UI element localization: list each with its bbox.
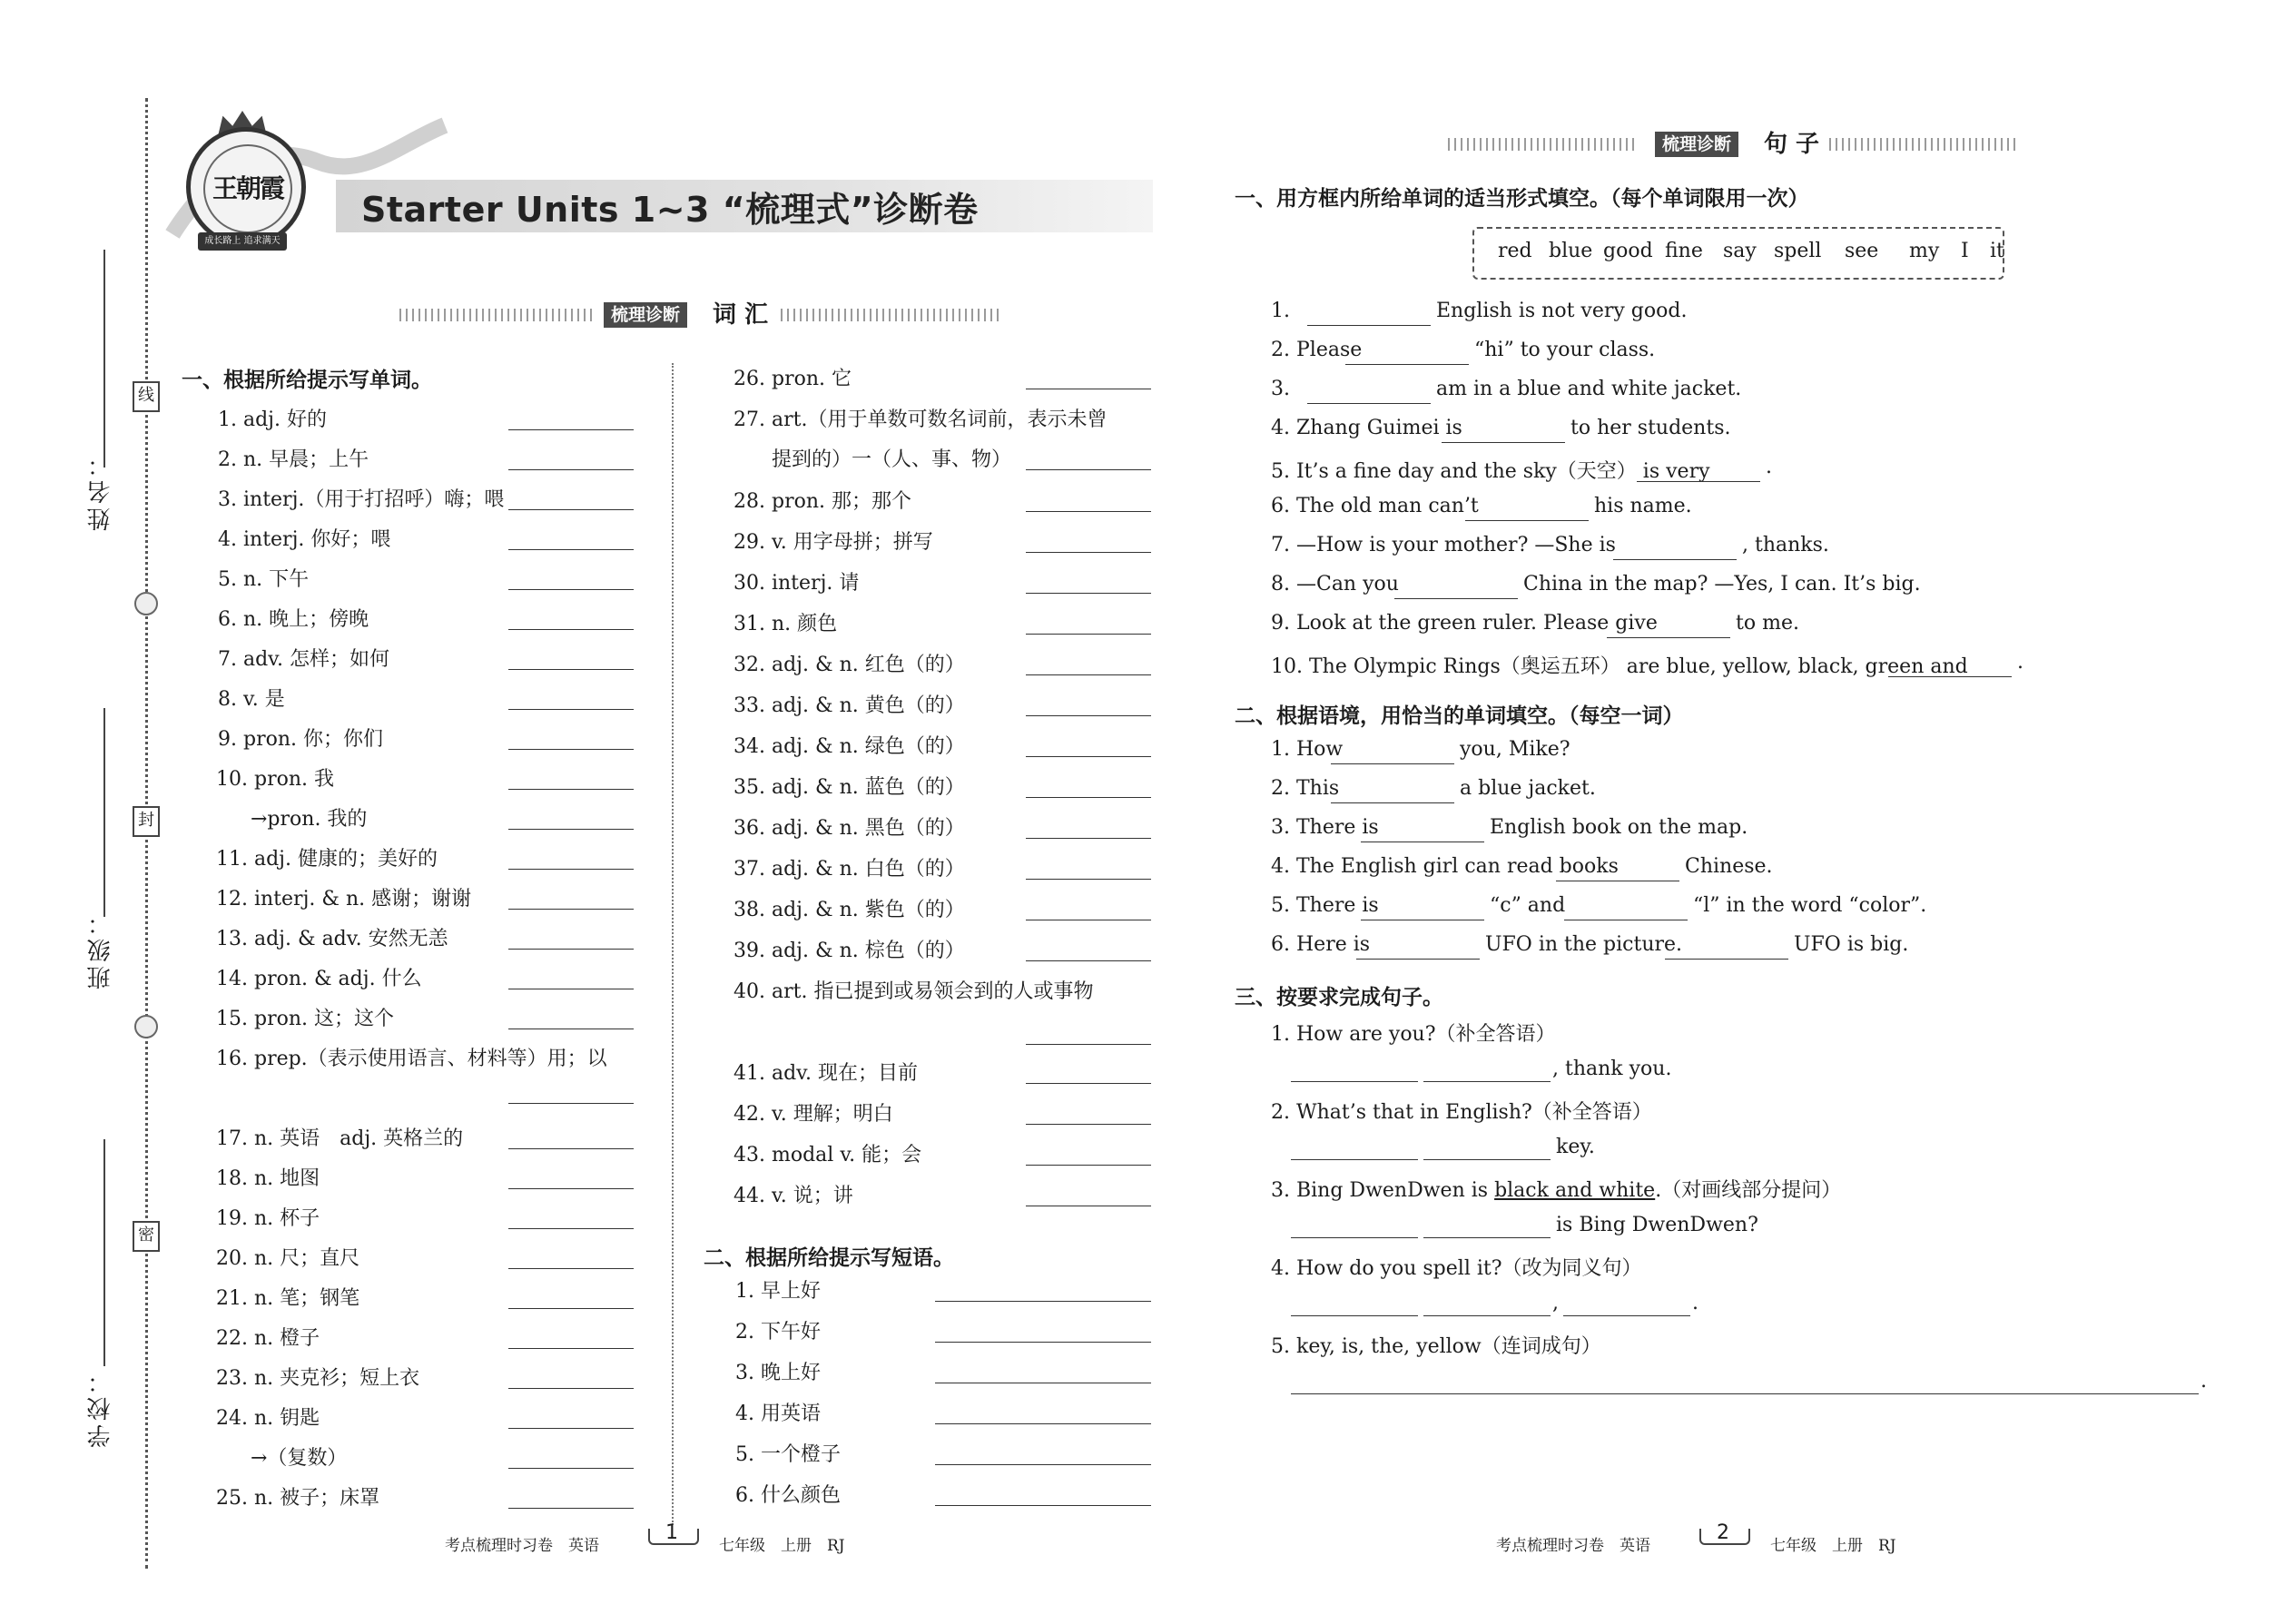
vocab-item: 38. adj. & n. 紫色（的） <box>733 899 965 921</box>
vocab-item: 23. n. 夹克衫；短上衣 <box>216 1367 420 1390</box>
word-bank-word: good <box>1603 240 1653 262</box>
question-text: 5. It’s a fine day and the sky（天空） is very <box>1271 460 1710 483</box>
section-name: 句 子 <box>1764 131 1820 158</box>
answer-blank[interactable] <box>1291 1237 1418 1238</box>
question-text: to her students. <box>1570 417 1731 439</box>
vocab-item: 41. adv. 现在；目前 <box>733 1062 918 1085</box>
answer-blank[interactable] <box>508 1148 634 1149</box>
phrase-item: 5. 一个橙子 <box>735 1443 841 1466</box>
answer-blank[interactable] <box>508 909 634 910</box>
question-text: China in the map? —Yes, I can. It’s big. <box>1523 573 1921 595</box>
question-text: 2. Please <box>1271 339 1363 361</box>
section-heading: 二、根据语境，用恰当的单词填空。（每空一词） <box>1235 704 1684 728</box>
question-text: Chinese. <box>1685 855 1773 878</box>
question-text: 7. —How is your mother? —She is <box>1271 534 1616 556</box>
vocab-item: 34. adj. & n. 绿色（的） <box>733 735 965 758</box>
answer-blank[interactable] <box>1607 637 1730 638</box>
vocab-item: 21. n. 笔；钢笔 <box>216 1287 360 1310</box>
vocab-item: 19. n. 杯子 <box>216 1207 320 1230</box>
question-text: English is not very good. <box>1436 300 1688 322</box>
footer-text: 七年级 上册 RJ <box>719 1537 845 1555</box>
vocab-item: 28. pron. 那；那个 <box>733 490 911 513</box>
answer-blank[interactable] <box>1026 715 1151 716</box>
seal-mark: 密 <box>133 1221 160 1252</box>
question-text: 10. The Olympic Rings（奥运五环） are blue, yellow, black, green and <box>1271 655 1968 678</box>
vocab-item: 4. interj. 你好；喂 <box>218 528 391 551</box>
answer-blank[interactable] <box>508 1428 634 1429</box>
section-heading: 二、根据所给提示写短语。 <box>704 1246 954 1270</box>
answer-blank[interactable] <box>1026 756 1151 757</box>
seal-icon <box>134 592 158 615</box>
answer-blank[interactable] <box>1563 1315 1690 1316</box>
answer-blank[interactable] <box>1613 559 1737 560</box>
answer-blank[interactable] <box>935 1342 1151 1343</box>
vocab-item: 27. art.（用于单数可数名词前，表示未曾 <box>733 408 1108 431</box>
answer-blank[interactable] <box>1394 598 1518 599</box>
question-tail: . <box>2200 1370 2207 1393</box>
question-text: 1. <box>1271 300 1290 322</box>
answer-blank[interactable] <box>935 1301 1151 1302</box>
vocab-item: 11. adj. 健康的；美好的 <box>216 848 438 871</box>
vocab-item: 24. n. 钥匙 <box>216 1407 320 1430</box>
answer-blank[interactable] <box>935 1423 1151 1424</box>
answer-blank[interactable] <box>508 509 634 510</box>
footer-text: 考点梳理时习卷 英语 <box>1496 1537 1650 1555</box>
vocab-item: 20. n. 尺；直尺 <box>216 1247 360 1270</box>
answer-blank[interactable] <box>1026 1165 1151 1166</box>
vocab-item: 2. n. 早晨；上午 <box>218 448 369 471</box>
vocab-item: 10. pron. 我 <box>216 768 334 791</box>
answer-blank[interactable] <box>1637 481 1760 482</box>
section-heading: 一、用方框内所给单词的适当形式填空。（每个单词限用一次） <box>1235 187 1809 211</box>
vocab-item: 30. interj. 请 <box>733 572 860 595</box>
answer-blank[interactable] <box>1356 959 1480 960</box>
answer-blank[interactable] <box>508 829 634 830</box>
question-tail: , <box>1552 1292 1559 1314</box>
answer-blank[interactable] <box>1026 634 1151 635</box>
answer-blank[interactable] <box>1026 674 1151 675</box>
vocab-item: 31. n. 颜色 <box>733 613 838 635</box>
logo-text: 王朝霞 <box>203 144 292 233</box>
question-text: UFO in the picture. <box>1485 933 1683 956</box>
answer-blank[interactable] <box>1026 838 1151 839</box>
section-name: 词 汇 <box>713 301 769 329</box>
answer-blank[interactable] <box>508 429 634 430</box>
vocab-item: 9. pron. 你；你们 <box>218 728 383 751</box>
answer-blank[interactable] <box>508 1103 634 1104</box>
answer-blank[interactable] <box>935 1505 1151 1506</box>
answer-blank[interactable] <box>508 709 634 710</box>
vocab-section-header <box>399 300 1017 330</box>
vocab-item: 12. interj. & n. 感谢；谢谢 <box>216 888 472 910</box>
vocab-item: 7. adv. 怎样；如何 <box>218 648 389 671</box>
question-text: his name. <box>1594 495 1692 517</box>
sentence-section-header <box>1448 129 2029 160</box>
answer-blank[interactable] <box>508 789 634 790</box>
answer-blank[interactable] <box>1331 763 1454 764</box>
question-text: you, Mike? <box>1460 738 1570 761</box>
word-bank-box <box>1472 227 2004 280</box>
seal-icon <box>134 1015 158 1038</box>
question-text: 3. Bing DwenDwen is <box>1271 1179 1495 1202</box>
vocab-item: 26. pron. 它 <box>733 368 852 390</box>
vocab-item: 18. n. 地图 <box>216 1167 320 1190</box>
question-text: to me. <box>1736 612 1799 635</box>
vocab-item: 37. adj. & n. 白色（的） <box>733 858 965 881</box>
answer-blank[interactable] <box>1423 1315 1551 1316</box>
question-text: 3. <box>1271 378 1290 400</box>
answer-blank[interactable] <box>508 1508 634 1509</box>
vocab-item: 32. adj. & n. 红色（的） <box>733 654 965 676</box>
answer-blank[interactable] <box>508 589 634 590</box>
question-text: 1. How <box>1271 738 1344 761</box>
question-text: .（对画线部分提问） <box>1655 1179 1842 1202</box>
question-text: UFO is big. <box>1794 933 1909 956</box>
question-text: 4. Zhang Guimei is <box>1271 417 1462 439</box>
question-text: 9. Look at the green ruler. Please give <box>1271 612 1658 635</box>
vocab-item: →（复数） <box>251 1447 348 1470</box>
question-text: 4. The English girl can read books <box>1271 855 1619 878</box>
vocab-item: 43. modal v. 能；会 <box>733 1144 922 1166</box>
answer-blank[interactable] <box>508 749 634 750</box>
answer-blank[interactable] <box>1026 593 1151 594</box>
vocab-item: 5. n. 下午 <box>218 568 310 591</box>
answer-blank[interactable] <box>508 1228 634 1229</box>
school-label: 学校： <box>87 1366 114 1448</box>
vocab-item: 33. adj. & n. 黄色（的） <box>733 694 965 717</box>
question-text: . <box>1766 456 1772 478</box>
word-bank-word: see <box>1845 240 1879 262</box>
answer-blank[interactable] <box>1665 959 1788 960</box>
answer-blank[interactable] <box>508 1348 634 1349</box>
question-text: a blue jacket. <box>1460 777 1596 800</box>
word-bank-word: spell <box>1774 240 1822 262</box>
section-heading: 三、按要求完成句子。 <box>1235 986 1443 1009</box>
vocab-item: 36. adj. & n. 黑色（的） <box>733 817 965 840</box>
word-bank-word: it <box>1990 240 2004 262</box>
logo-motto: 成长路上 追求满天 <box>198 232 287 251</box>
question-text: 2. This <box>1271 777 1340 800</box>
question-text: am in a blue and white jacket. <box>1436 378 1742 400</box>
answer-blank[interactable] <box>1423 1237 1551 1238</box>
answer-blank[interactable] <box>1026 552 1151 553</box>
vocab-item: 3. interj.（用于打招呼）嗨；喂 <box>218 488 505 511</box>
question-text: 6. The old man can’t <box>1271 495 1479 517</box>
vocab-item: 44. v. 说；讲 <box>733 1185 853 1207</box>
phrase-item: 6. 什么颜色 <box>735 1484 841 1507</box>
column-divider <box>672 363 674 1525</box>
question-text: English book on the map. <box>1490 816 1748 839</box>
brand-logo <box>186 127 306 247</box>
word-bank-word: red <box>1498 240 1532 262</box>
question-text: “l” in the word “color”. <box>1693 894 1927 917</box>
seal-mark: 线 <box>133 381 160 412</box>
answer-blank[interactable] <box>1423 1081 1551 1082</box>
answer-blank[interactable] <box>1026 879 1151 880</box>
answer-blank[interactable] <box>508 869 634 870</box>
vocab-item: 8. v. 是 <box>218 688 285 711</box>
answer-blank[interactable] <box>1442 442 1565 443</box>
vocab-item: 15. pron. 这；这个 <box>216 1008 394 1030</box>
answer-blank[interactable] <box>1888 676 2012 677</box>
question-tail: , thank you. <box>1552 1058 1672 1080</box>
question-text: “c” and <box>1490 894 1566 917</box>
footer-text: 考点梳理时习卷 英语 <box>445 1537 599 1555</box>
vocab-item: 13. adj. & adv. 安然无恙 <box>216 928 448 950</box>
vocab-item: 16. prep.（表示使用语言、材料等）用；以 <box>216 1048 607 1070</box>
answer-blank[interactable] <box>1026 469 1151 470</box>
answer-blank[interactable] <box>1026 1083 1151 1084</box>
answer-blank[interactable] <box>1291 1081 1418 1082</box>
vocab-item: 42. v. 理解；明白 <box>733 1103 893 1126</box>
name-field[interactable] <box>103 250 105 468</box>
name-label: 姓名： <box>87 449 114 531</box>
vocab-item: 40. art. 指已提到或易领会到的人或事物 <box>733 980 1094 1003</box>
section-tag: 梳理诊断 <box>604 302 687 328</box>
answer-blank[interactable] <box>508 949 634 950</box>
answer-blank[interactable] <box>1423 1159 1551 1160</box>
footer-text: 七年级 上册 RJ <box>1770 1537 1896 1555</box>
class-label: 班级： <box>87 908 114 989</box>
page-number: 1 <box>665 1521 678 1544</box>
section-heading: 一、根据所给提示写单词。 <box>182 369 432 392</box>
class-field[interactable] <box>103 708 105 917</box>
seal-mark: 封 <box>133 806 160 837</box>
vocab-item: 35. adj. & n. 蓝色（的） <box>733 776 965 799</box>
answer-blank[interactable] <box>508 1308 634 1309</box>
vocab-item: 17. n. 英语 adj. 英格兰的 <box>216 1127 464 1150</box>
question-tail: key. <box>1556 1136 1595 1158</box>
school-field[interactable] <box>103 1139 105 1366</box>
word-bank-word: blue <box>1549 240 1593 262</box>
answer-blank[interactable] <box>1291 1159 1418 1160</box>
answer-blank[interactable] <box>1307 325 1431 326</box>
answer-blank[interactable] <box>1026 511 1151 512</box>
question-text: 3. There is <box>1271 816 1379 839</box>
answer-blank[interactable] <box>1026 797 1151 798</box>
answer-blank[interactable] <box>935 1464 1151 1465</box>
answer-blank[interactable] <box>1345 364 1469 365</box>
vocab-item: 提到的）一（人、事、物） <box>772 448 1012 471</box>
vocab-item: 22. n. 橙子 <box>216 1327 320 1350</box>
answer-blank[interactable] <box>508 1388 634 1389</box>
answer-blank[interactable] <box>508 1468 634 1469</box>
answer-blank[interactable] <box>1026 1124 1151 1125</box>
phrase-item: 2. 下午好 <box>735 1321 821 1343</box>
answer-blank[interactable] <box>1465 520 1589 521</box>
answer-blank[interactable] <box>508 669 634 670</box>
word-bank-word: I <box>1961 240 1969 262</box>
vocab-item: 1. adj. 好的 <box>218 408 327 431</box>
question: 1. How are you?（补全答语） <box>1271 1023 1556 1046</box>
question-tail: . <box>1692 1292 1698 1314</box>
answer-blank[interactable] <box>1291 1315 1418 1316</box>
word-bank-word: fine <box>1665 240 1703 262</box>
page-title: Starter Units 1~3 “梳理式”诊断卷 <box>361 190 979 230</box>
word-bank-word: my <box>1909 240 1940 262</box>
question-text: 8. —Can you <box>1271 573 1399 595</box>
answer-blank[interactable] <box>508 1188 634 1189</box>
answer-blank[interactable] <box>508 629 634 630</box>
question <box>1271 1175 1841 1203</box>
question-text: , thanks. <box>1742 534 1829 556</box>
answer-blank[interactable] <box>508 469 634 470</box>
page-number: 2 <box>1717 1521 1729 1544</box>
vocab-item: 6. n. 晚上；傍晚 <box>218 608 369 631</box>
question-tail: is Bing DwenDwen? <box>1556 1214 1758 1236</box>
answer-blank[interactable] <box>1026 1044 1151 1045</box>
word-bank-word: say <box>1723 240 1757 262</box>
phrase-item: 1. 早上好 <box>735 1280 821 1303</box>
answer-blank[interactable] <box>1026 960 1151 961</box>
vocab-item: 29. v. 用字母拼；拼写 <box>733 531 933 554</box>
question-text: 5. There is <box>1271 894 1379 917</box>
phrase-item: 4. 用英语 <box>735 1403 821 1425</box>
question-text: 6. Here is <box>1271 933 1371 956</box>
vocab-item: 25. n. 被子；床罩 <box>216 1487 380 1510</box>
question: 5. key, is, the, yellow（连词成句） <box>1271 1335 1601 1358</box>
vocab-item: 39. adj. & n. 棕色（的） <box>733 940 965 962</box>
answer-blank[interactable] <box>1307 403 1431 404</box>
vocab-item: 14. pron. & adj. 什么 <box>216 968 422 990</box>
answer-blank[interactable] <box>508 549 634 550</box>
vocab-item: →pron. 我的 <box>251 808 368 831</box>
question-text: . <box>2017 651 2023 674</box>
answer-blank[interactable] <box>508 1268 634 1269</box>
section-tag: 梳理诊断 <box>1655 132 1738 157</box>
question-text: “hi” to your class. <box>1474 339 1656 361</box>
answer-blank[interactable] <box>1331 802 1454 803</box>
phrase-item: 3. 晚上好 <box>735 1362 821 1384</box>
answer-blank[interactable] <box>1291 1393 2199 1394</box>
question: 2. What’s that in English?（补全答语） <box>1271 1101 1652 1124</box>
underlined-part: black and white <box>1494 1179 1656 1202</box>
question: 4. How do you spell it?（改为同义句） <box>1271 1257 1642 1280</box>
